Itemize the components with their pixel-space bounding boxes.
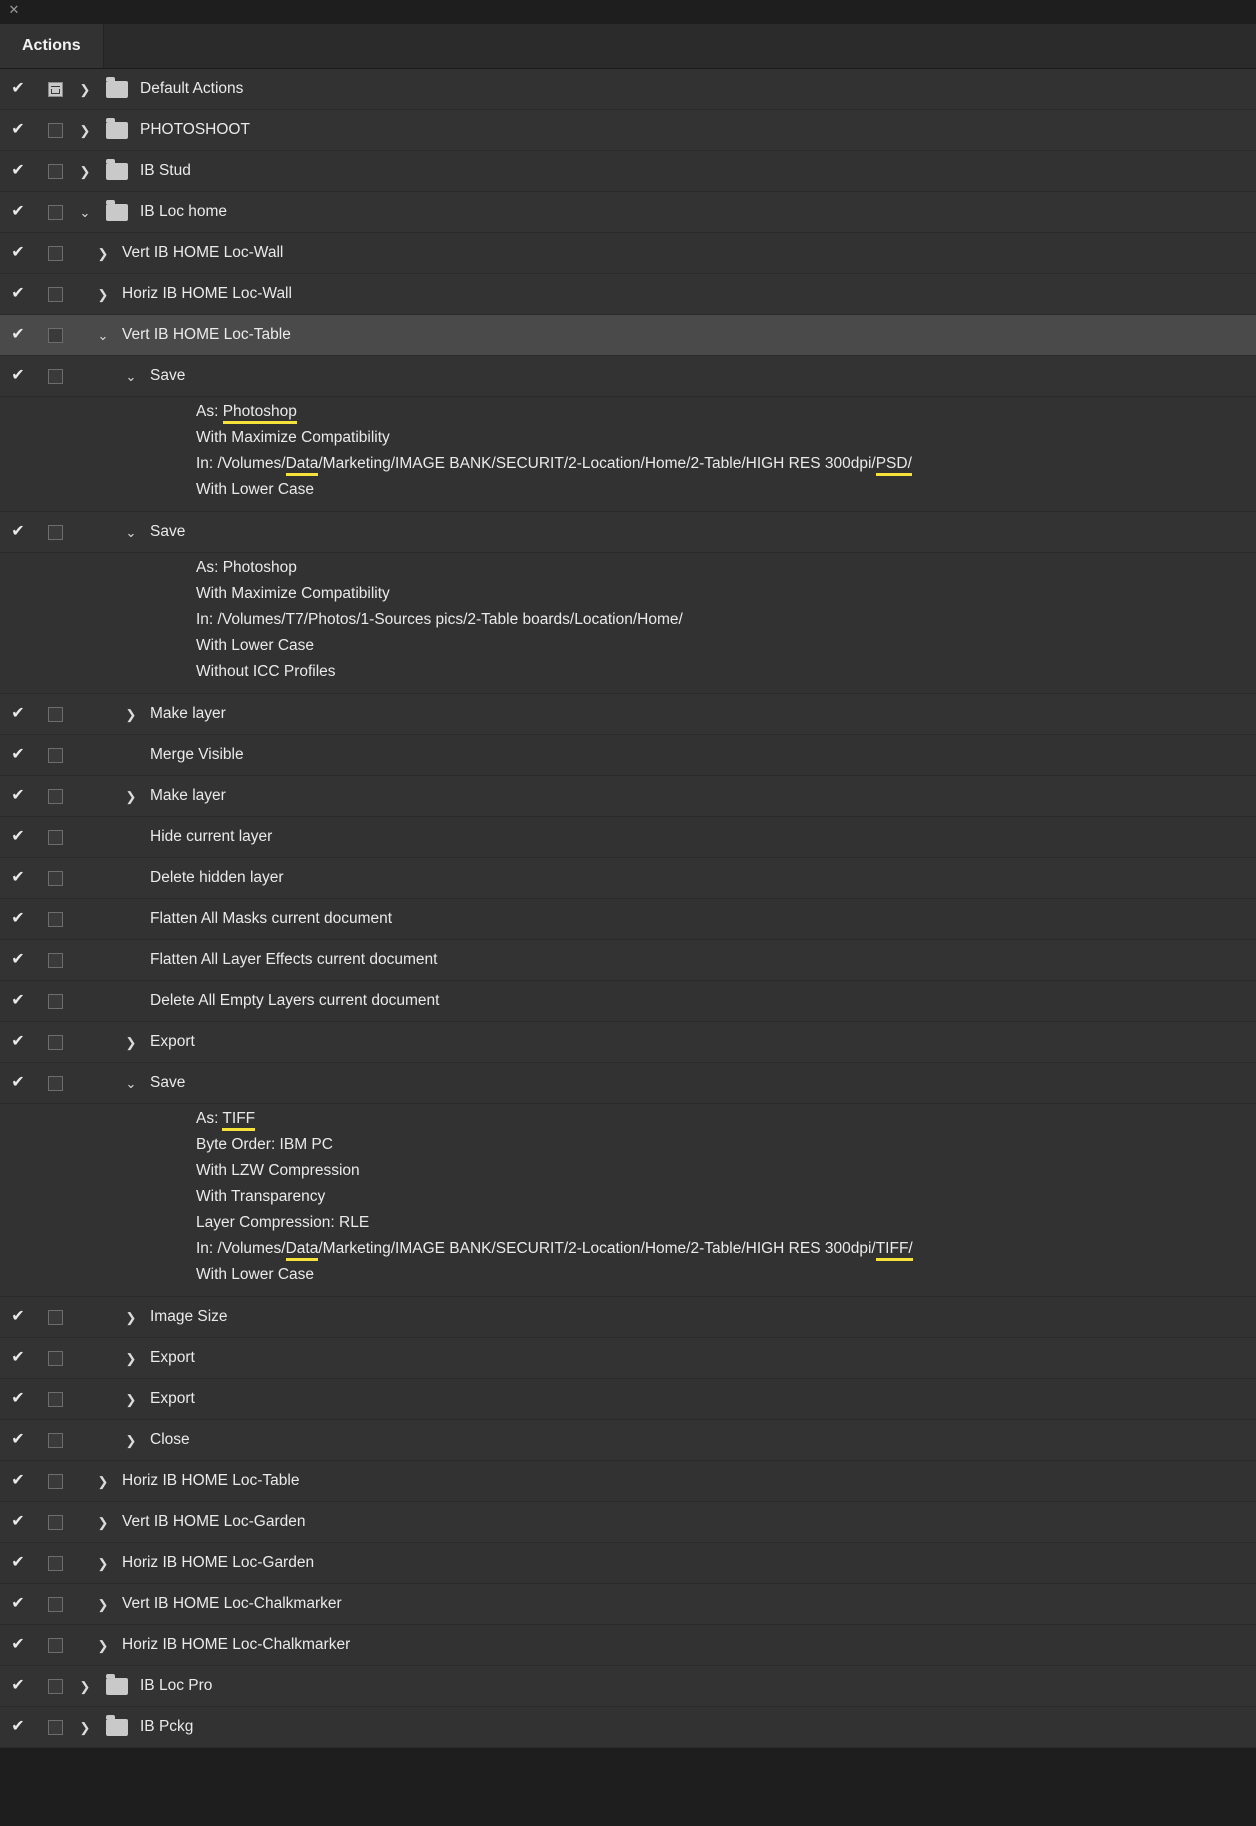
dialog-toggle[interactable] bbox=[36, 1679, 74, 1694]
dialog-off-icon bbox=[48, 1474, 63, 1489]
action-row[interactable] bbox=[0, 1543, 1256, 1584]
detail-line bbox=[0, 1236, 1256, 1262]
chevron-right-icon[interactable]: ❯ bbox=[97, 245, 109, 261]
dialog-off-icon bbox=[48, 830, 63, 845]
row-label: Vert IB HOME Loc-Garden bbox=[122, 1513, 306, 1530]
row-label: IB Loc Pro bbox=[140, 1677, 213, 1694]
chevron-right-icon[interactable]: ❯ bbox=[79, 122, 91, 138]
action-row[interactable] bbox=[0, 315, 1256, 356]
dialog-toggle[interactable] bbox=[36, 369, 74, 384]
detail-line bbox=[0, 477, 1256, 503]
check-icon[interactable]: ✔ bbox=[11, 992, 25, 1009]
action-step-row[interactable] bbox=[0, 1420, 1256, 1461]
row-label: Flatten All Layer Effects current document bbox=[150, 951, 438, 968]
row-label: Make layer bbox=[150, 705, 226, 722]
action-step-row[interactable] bbox=[0, 1022, 1256, 1063]
detail-text: With Maximize Compatibility bbox=[196, 429, 390, 446]
check-icon[interactable]: ✔ bbox=[11, 1033, 25, 1050]
dialog-toggle[interactable] bbox=[36, 1433, 74, 1448]
row-label: Export bbox=[150, 1390, 195, 1407]
folder-icon bbox=[106, 1678, 128, 1695]
action-row[interactable] bbox=[0, 1625, 1256, 1666]
detail-line bbox=[0, 1106, 1256, 1132]
action-set-row[interactable] bbox=[0, 192, 1256, 233]
dialog-off-icon bbox=[48, 1433, 63, 1448]
detail-text: Layer Compression: RLE bbox=[196, 1214, 370, 1231]
check-icon[interactable]: ✔ bbox=[11, 1472, 25, 1489]
dialog-off-icon bbox=[48, 789, 63, 804]
action-step-row[interactable] bbox=[0, 735, 1256, 776]
action-row[interactable] bbox=[0, 1584, 1256, 1625]
detail-text: As: Photoshop bbox=[196, 559, 297, 576]
row-label: IB Pckg bbox=[140, 1718, 194, 1735]
detail-line bbox=[0, 1210, 1256, 1236]
highlighted-text: Data bbox=[286, 455, 319, 476]
chevron-right-icon[interactable]: ❯ bbox=[125, 1309, 137, 1325]
row-label: Make layer bbox=[150, 787, 226, 804]
check-icon[interactable]: ✔ bbox=[11, 1074, 25, 1091]
folder-icon bbox=[106, 204, 128, 221]
step-details bbox=[0, 553, 1256, 693]
check-icon[interactable]: ✔ bbox=[11, 705, 25, 722]
dialog-on-icon bbox=[48, 82, 63, 97]
dialog-toggle[interactable] bbox=[36, 1474, 74, 1489]
chevron-right-icon[interactable]: ❯ bbox=[79, 163, 91, 179]
chevron-down-icon[interactable]: ⌄ bbox=[125, 368, 137, 384]
check-icon[interactable]: ✔ bbox=[11, 1390, 25, 1407]
check-icon[interactable]: ✔ bbox=[11, 121, 25, 138]
chevron-right-icon[interactable]: ❯ bbox=[125, 1391, 137, 1407]
detail-line bbox=[0, 581, 1256, 607]
check-icon[interactable]: ✔ bbox=[11, 367, 25, 384]
check-icon[interactable]: ✔ bbox=[11, 203, 25, 220]
dialog-toggle[interactable] bbox=[36, 707, 74, 722]
check-icon[interactable]: ✔ bbox=[11, 326, 25, 343]
dialog-off-icon bbox=[48, 246, 63, 261]
dialog-toggle[interactable] bbox=[36, 1392, 74, 1407]
dialog-off-icon bbox=[48, 123, 63, 138]
check-icon[interactable]: ✔ bbox=[11, 80, 25, 97]
panel-tabbar bbox=[0, 24, 1256, 69]
detail-text: In: /Volumes/T7/Photos/1-Sources pics/2-Table boards/Location/Home/ bbox=[196, 611, 683, 628]
dialog-off-icon bbox=[48, 1035, 63, 1050]
detail-text: With Maximize Compatibility bbox=[196, 585, 390, 602]
dialog-off-icon bbox=[48, 1515, 63, 1530]
chevron-down-icon[interactable]: ⌄ bbox=[125, 524, 137, 540]
detail-line bbox=[0, 1262, 1256, 1288]
check-icon[interactable]: ✔ bbox=[11, 244, 25, 261]
dialog-toggle[interactable] bbox=[36, 748, 74, 763]
detail-text: Byte Order: IBM PC bbox=[196, 1136, 333, 1153]
window-titlebar bbox=[0, 0, 1256, 24]
dialog-toggle[interactable] bbox=[36, 287, 74, 302]
highlighted-text: Data bbox=[286, 1240, 319, 1261]
dialog-off-icon bbox=[48, 1638, 63, 1653]
action-step-row[interactable] bbox=[0, 512, 1256, 553]
detail-text: With LZW Compression bbox=[196, 1162, 360, 1179]
row-label: Delete hidden layer bbox=[150, 869, 284, 886]
detail-text: /Marketing/IMAGE BANK/SECURIT/2-Location/Home/2-Table/HIGH RES 300dpi/ bbox=[318, 1240, 876, 1257]
dialog-off-icon bbox=[48, 287, 63, 302]
action-step-row[interactable] bbox=[0, 1297, 1256, 1338]
action-step-row[interactable] bbox=[0, 1379, 1256, 1420]
chevron-right-icon[interactable]: ❯ bbox=[125, 706, 137, 722]
detail-line bbox=[0, 633, 1256, 659]
check-icon[interactable]: ✔ bbox=[11, 828, 25, 845]
dialog-toggle[interactable] bbox=[36, 123, 74, 138]
detail-line bbox=[0, 659, 1256, 685]
row-label: Vert IB HOME Loc-Chalkmarker bbox=[122, 1595, 342, 1612]
action-set-row[interactable] bbox=[0, 1707, 1256, 1748]
action-step-row[interactable] bbox=[0, 694, 1256, 735]
row-label: Horiz IB HOME Loc-Wall bbox=[122, 285, 292, 302]
dialog-toggle[interactable] bbox=[36, 912, 74, 927]
row-label: Horiz IB HOME Loc-Table bbox=[122, 1472, 300, 1489]
detail-line bbox=[0, 607, 1256, 633]
row-label: Default Actions bbox=[140, 80, 244, 97]
check-icon[interactable]: ✔ bbox=[11, 162, 25, 179]
chevron-right-icon[interactable]: ❯ bbox=[125, 1034, 137, 1050]
dialog-off-icon bbox=[48, 1556, 63, 1571]
dialog-toggle[interactable] bbox=[36, 789, 74, 804]
dialog-off-icon bbox=[48, 953, 63, 968]
row-label: Merge Visible bbox=[150, 746, 244, 763]
dialog-toggle[interactable] bbox=[36, 1515, 74, 1530]
chevron-right-icon[interactable]: ❯ bbox=[125, 1350, 137, 1366]
row-label: Export bbox=[150, 1349, 195, 1366]
step-details bbox=[0, 397, 1256, 511]
action-step-row[interactable] bbox=[0, 940, 1256, 981]
detail-text: Without ICC Profiles bbox=[196, 663, 336, 680]
dialog-off-icon bbox=[48, 871, 63, 886]
action-step-row[interactable] bbox=[0, 981, 1256, 1022]
dialog-toggle[interactable] bbox=[36, 1597, 74, 1612]
check-icon[interactable]: ✔ bbox=[11, 1718, 25, 1735]
chevron-down-icon[interactable]: ⌄ bbox=[97, 327, 109, 343]
folder-icon bbox=[106, 1719, 128, 1736]
detail-text: With Lower Case bbox=[196, 481, 315, 498]
check-icon[interactable]: ✔ bbox=[11, 869, 25, 886]
check-icon[interactable]: ✔ bbox=[11, 523, 25, 540]
dialog-toggle[interactable] bbox=[36, 1556, 74, 1571]
chevron-right-icon[interactable]: ❯ bbox=[125, 1432, 137, 1448]
dialog-off-icon bbox=[48, 1720, 63, 1735]
dialog-off-icon bbox=[48, 328, 63, 343]
folder-icon bbox=[106, 81, 128, 98]
check-icon[interactable]: ✔ bbox=[11, 1513, 25, 1530]
chevron-right-icon[interactable]: ❯ bbox=[79, 81, 91, 97]
row-label: IB Stud bbox=[140, 162, 191, 179]
dialog-off-icon bbox=[48, 1597, 63, 1612]
action-row[interactable] bbox=[0, 274, 1256, 315]
detail-line bbox=[0, 399, 1256, 425]
dialog-toggle[interactable] bbox=[36, 1310, 74, 1325]
dialog-toggle[interactable] bbox=[36, 1076, 74, 1091]
row-label: Close bbox=[150, 1431, 190, 1448]
dialog-toggle[interactable] bbox=[36, 830, 74, 845]
row-label: Save bbox=[150, 1074, 186, 1091]
detail-text: With Lower Case bbox=[196, 1266, 315, 1283]
detail-text: As: bbox=[196, 403, 223, 420]
detail-text: As: bbox=[196, 1110, 223, 1127]
detail-line bbox=[0, 425, 1256, 451]
row-label: Horiz IB HOME Loc-Chalkmarker bbox=[122, 1636, 351, 1653]
row-label: Delete All Empty Layers current document bbox=[150, 992, 440, 1009]
detail-line bbox=[0, 555, 1256, 581]
dialog-toggle[interactable] bbox=[36, 1720, 74, 1735]
dialog-toggle[interactable] bbox=[36, 82, 74, 97]
chevron-right-icon[interactable]: ❯ bbox=[97, 1555, 109, 1571]
chevron-right-icon[interactable]: ❯ bbox=[97, 1637, 109, 1653]
tab-actions[interactable]: Actions bbox=[0, 24, 104, 68]
action-step-row[interactable] bbox=[0, 817, 1256, 858]
action-step-row[interactable] bbox=[0, 899, 1256, 940]
check-icon[interactable]: ✔ bbox=[11, 1554, 25, 1571]
row-label: Image Size bbox=[150, 1308, 228, 1325]
chevron-right-icon[interactable]: ❯ bbox=[79, 1719, 91, 1735]
dialog-toggle[interactable] bbox=[36, 205, 74, 220]
chevron-right-icon[interactable]: ❯ bbox=[97, 1514, 109, 1530]
detail-line bbox=[0, 1184, 1256, 1210]
step-details bbox=[0, 1104, 1256, 1296]
action-set-row[interactable] bbox=[0, 110, 1256, 151]
dialog-toggle[interactable] bbox=[36, 1351, 74, 1366]
action-step-row[interactable] bbox=[0, 356, 1256, 397]
action-row[interactable] bbox=[0, 1502, 1256, 1543]
close-icon[interactable]: ✕ bbox=[8, 2, 20, 17]
chevron-right-icon[interactable]: ❯ bbox=[97, 1473, 109, 1489]
detail-text: /Marketing/IMAGE BANK/SECURIT/2-Location/Home/2-Table/HIGH RES 300dpi/ bbox=[318, 455, 876, 472]
dialog-off-icon bbox=[48, 1392, 63, 1407]
dialog-toggle[interactable] bbox=[36, 164, 74, 179]
check-icon[interactable]: ✔ bbox=[11, 1677, 25, 1694]
chevron-right-icon[interactable]: ❯ bbox=[79, 1678, 91, 1694]
dialog-off-icon bbox=[48, 912, 63, 927]
check-icon[interactable]: ✔ bbox=[11, 1636, 25, 1653]
check-icon[interactable]: ✔ bbox=[11, 1431, 25, 1448]
row-label: PHOTOSHOOT bbox=[140, 121, 250, 138]
check-icon[interactable]: ✔ bbox=[11, 746, 25, 763]
dialog-off-icon bbox=[48, 1351, 63, 1366]
dialog-off-icon bbox=[48, 1679, 63, 1694]
check-icon[interactable]: ✔ bbox=[11, 1595, 25, 1612]
dialog-off-icon bbox=[48, 1310, 63, 1325]
action-step-row[interactable] bbox=[0, 858, 1256, 899]
action-step-row[interactable] bbox=[0, 1063, 1256, 1104]
chevron-right-icon[interactable]: ❯ bbox=[97, 286, 109, 302]
detail-text: With Transparency bbox=[196, 1188, 326, 1205]
check-icon[interactable]: ✔ bbox=[11, 951, 25, 968]
row-label: Flatten All Masks current document bbox=[150, 910, 393, 927]
dialog-off-icon bbox=[48, 369, 63, 384]
dialog-toggle[interactable] bbox=[36, 953, 74, 968]
dialog-toggle[interactable] bbox=[36, 1035, 74, 1050]
dialog-toggle[interactable] bbox=[36, 246, 74, 261]
detail-line bbox=[0, 1132, 1256, 1158]
chevron-right-icon[interactable]: ❯ bbox=[97, 1596, 109, 1612]
action-set-row[interactable] bbox=[0, 1666, 1256, 1707]
row-label: Vert IB HOME Loc-Table bbox=[122, 326, 291, 343]
folder-icon bbox=[106, 122, 128, 139]
action-row[interactable] bbox=[0, 1461, 1256, 1502]
highlighted-text: TIFF bbox=[222, 1110, 255, 1131]
check-icon[interactable]: ✔ bbox=[11, 787, 25, 804]
dialog-off-icon bbox=[48, 164, 63, 179]
dialog-off-icon bbox=[48, 525, 63, 540]
chevron-down-icon[interactable]: ⌄ bbox=[79, 204, 91, 220]
check-icon[interactable]: ✔ bbox=[11, 1349, 25, 1366]
row-label: Export bbox=[150, 1033, 195, 1050]
dialog-toggle[interactable] bbox=[36, 871, 74, 886]
dialog-off-icon bbox=[48, 707, 63, 722]
dialog-off-icon bbox=[48, 1076, 63, 1091]
actions-list bbox=[0, 69, 1256, 1748]
folder-icon bbox=[106, 163, 128, 180]
dialog-toggle[interactable] bbox=[36, 328, 74, 343]
row-label: IB Loc home bbox=[140, 203, 228, 220]
action-set-row[interactable] bbox=[0, 69, 1256, 110]
dialog-toggle[interactable] bbox=[36, 1638, 74, 1653]
check-icon[interactable]: ✔ bbox=[11, 1308, 25, 1325]
highlighted-text: PSD/ bbox=[876, 455, 912, 476]
action-set-row[interactable] bbox=[0, 151, 1256, 192]
chevron-right-icon[interactable]: ❯ bbox=[125, 788, 137, 804]
action-step-row[interactable] bbox=[0, 1338, 1256, 1379]
row-label: Save bbox=[150, 367, 186, 384]
dialog-off-icon bbox=[48, 748, 63, 763]
row-label: Save bbox=[150, 523, 186, 540]
action-step-row[interactable] bbox=[0, 776, 1256, 817]
check-icon[interactable]: ✔ bbox=[11, 910, 25, 927]
chevron-down-icon[interactable]: ⌄ bbox=[125, 1075, 137, 1091]
detail-line bbox=[0, 451, 1256, 477]
highlighted-text: Photoshop bbox=[223, 403, 297, 424]
check-icon[interactable]: ✔ bbox=[11, 285, 25, 302]
highlighted-text: TIFF/ bbox=[876, 1240, 913, 1261]
dialog-toggle[interactable] bbox=[36, 994, 74, 1009]
row-label: Vert IB HOME Loc-Wall bbox=[122, 244, 284, 261]
action-row[interactable] bbox=[0, 233, 1256, 274]
row-label: Hide current layer bbox=[150, 828, 273, 845]
detail-line bbox=[0, 1158, 1256, 1184]
detail-text: In: /Volumes/ bbox=[196, 455, 286, 472]
detail-text: In: /Volumes/ bbox=[196, 1240, 286, 1257]
dialog-off-icon bbox=[48, 994, 63, 1009]
dialog-off-icon bbox=[48, 205, 63, 220]
row-label: Horiz IB HOME Loc-Garden bbox=[122, 1554, 315, 1571]
detail-text: With Lower Case bbox=[196, 637, 315, 654]
dialog-toggle[interactable] bbox=[36, 525, 74, 540]
